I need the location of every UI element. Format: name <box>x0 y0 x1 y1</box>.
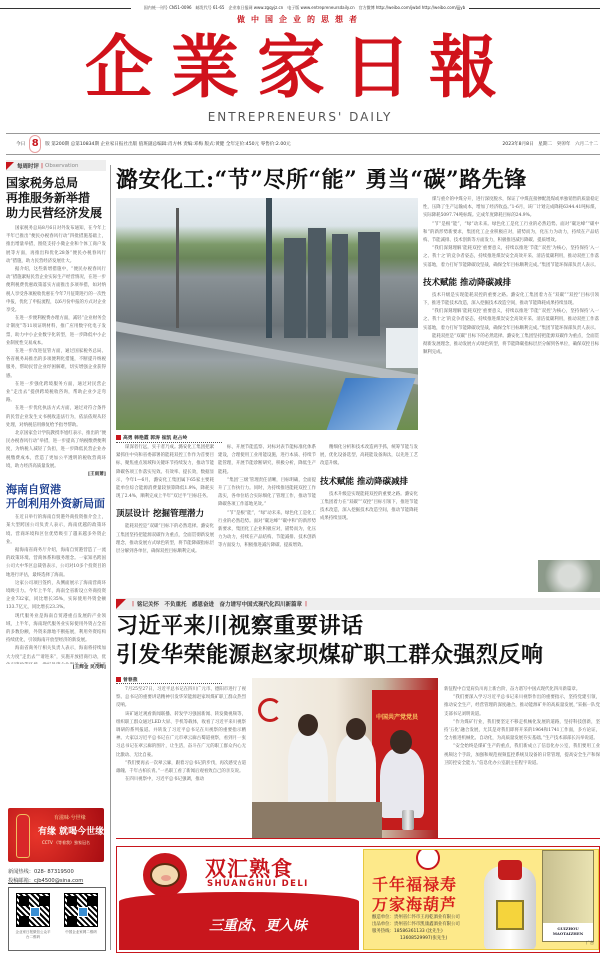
headline-line: 再推服务新举措 <box>6 191 91 205</box>
news-hotline: 新闻热线：028- 87319500 <box>8 869 74 875</box>
issue-details: 版 第200期 总第10834期 企业家日报社出版 值班副总编辑:肖方林 责编:邓梅 版式:黄健 全年定价:450元 零售价:2.00元 <box>45 142 291 147</box>
paragraph: “安全始终是煤矿生产的重点，我们新成立了信息化办公室，我们要用工业视频这个手段，加强和规范视频监控系统及设备的日常管理，提高安全生产和保卫防控安全能力。”信息化办公室副主任程宇说道。 <box>444 744 600 766</box>
divider <box>0 8 131 9</box>
paragraph: 能耗双控是“双碳”目标下的必然选择。潞安化工集团坚持把能源双碳作为重点，全面贯彻新发展理念，推动发展方式绿色转型，将节能降碳指标层层分解到各单位，确保双控目标顺利完成。 <box>116 524 214 555</box>
ad-line-2: 万家海葫芦 <box>372 895 458 914</box>
brand-slogan: 三重卤、更入味 <box>209 918 307 934</box>
divider <box>469 8 600 9</box>
haihulu-liquor-advertisement[interactable] <box>363 849 599 950</box>
paragraph: 能耗双控是“双碳”目标下的必然选择。潞安化工集团坚持把能源双碳作为重点，全面贯彻新发展理念，推动发展方式绿色转型，将节能降碳指标层层分解到各单位，确保双控目标顺利完成。 <box>423 333 599 356</box>
section-theme-bar <box>116 598 600 610</box>
ad-line-1: 千年福禄寿 <box>372 875 458 894</box>
article-body-hainan <box>6 514 106 664</box>
paragraph: 国家税务总局8月6日对外发布通知，在今年上半年已推出“便民办税春风行动”四批措施基础上，推出增量举措，围绕支持小微企业和个体工商户发展等方面，再推出和优化28条“便民办税春风行动”措施，助力民营经济发展壮大。 <box>6 226 106 264</box>
qr-caption: 企业家日报微信公众平台二维码 <box>15 930 51 939</box>
subheading-tech: 技术赋能 推动降碳减排 <box>423 277 511 288</box>
paragraph: 北京国家会计学院教授李旭红表示，推出的“便民办税春风行动”举措，进一步提高了纳税缴费便利度，为纳税人减轻了负担，进一步降低民营企业办税缴费成本，营造了更加公平透明的税收营商环境，助力经济高质量发展。 <box>6 431 106 469</box>
paragraph: “集团‘三级’管理责任清晰，目标明确，全面提升了工作执行力。同时，为持续推进能耗双控工作落实，各单位结合实际细化了管理工作，推动节能降碳各项工作落地见效。” <box>218 477 316 508</box>
publication-info-line <box>0 4 600 12</box>
second-article-right-column <box>444 686 600 838</box>
liquor-bottle-icon <box>484 866 536 950</box>
masthead-logo: 企業家日報 <box>84 28 515 108</box>
second-article-left-column <box>116 686 246 838</box>
subheading-tech: 技术赋能 推动降碳减排 <box>320 476 408 487</box>
table <box>252 802 382 838</box>
distributor: 出品单位：贵州省仁怀市凯康鑫酒业有限公司 <box>372 922 460 927</box>
section-title: 每周时评 <box>17 163 40 170</box>
article-headline-tax[interactable] <box>6 176 106 221</box>
contact-info <box>8 868 106 886</box>
paragraph: “我们深刻理解‘能耗双控’重要意义，持续以推进‘节能’‘双控’为核心，坚持保持‘入一之、我十之’的竞争者姿态，持续推进煤炭安全高效开采、清洁低碳利用，推动双控工作落实落地，着力打好节能降碳攻坚战，确保全年目标顺利完成。”集团节能环保部负责人表示。 <box>423 309 599 331</box>
photo-caption <box>116 434 222 443</box>
bottle-icon <box>16 814 30 858</box>
brand-name-cn: 双汇熟食 <box>205 857 293 881</box>
producer: 酿造单位：贵州省仁怀市王再乾酒业有限公司 <box>372 915 460 920</box>
paragraph: 在四川视察中，习近平总书记强调，推动 <box>125 777 205 783</box>
headline-line: 国家税务总局 <box>6 176 79 190</box>
ad-slogan: 有缘 就喝今世缘 <box>38 827 104 837</box>
liquor-advertisement[interactable] <box>8 808 104 862</box>
ad-tag: 广告 <box>586 940 594 945</box>
separator: | <box>41 162 44 169</box>
paragraph: 谋深者行远，实干者乃成。潞安化工集团把紧紧抓住中央和省委部署的能耗双控工作作为首要目标，聚焦重点领域和关键环节持续发力，推动节能降碳各项工作落实见效。有效率、提长效，数据显示，今年1—6月，潞安化工集团属下65家主要耗能单位综合能源消费量较预算降低1.9%，降耗实现了2.4%，顺利完成上半年“双过半”目标任务。 <box>116 445 214 500</box>
paragraph: 煤与重介的中煤分开，进行深度脱水，保证了中煤直接掺配混煤或单独销售的质量稳定性，压降了生产运输成本，增加了经济收益。”1-6月，该厂计划完成降耗6344.41吨标煤，实际降耗5097.74吨标煤。完成年度降耗目标的24.9%。 <box>423 197 599 219</box>
brand-name-en: SHUANGHUI DELI <box>207 879 309 889</box>
workers-meeting-photo <box>252 678 438 838</box>
paragraph: “我们要再去一次翠云廊，跟着习总书记的步伐，再次感受古道雄魄、千年古柏长青。”一名职工看了新闻后观看致自己的亲友说。 <box>116 760 246 775</box>
pig-logo-icon <box>143 853 187 897</box>
section-theme-text: 铭记关怀 不负重托 感恩奋进 奋力谱写中国式现代化四川新篇章 <box>137 602 303 608</box>
flag-icon <box>116 599 126 609</box>
paragraph: “我们要深入学习习近平总书记来川视察作出的重要指示，坚持党建引领，推动安全生产，经营管理的深度融合，推动能源矿井的高质量发展，”采掘一队党支部书记刘明说道。 <box>444 695 600 717</box>
paragraph: 在近日举行的海南自贸港外商投资推介会上，某大型跨国公司负责人表示，海南优越的政策环境、营商环境和区位优势吸引了越来越多外资企业。 <box>6 515 106 545</box>
qr-code-wechat[interactable] <box>15 893 51 950</box>
byline <box>116 676 222 684</box>
paragraph: 技术升级是实现能耗双控的重要之路。潞安化工集团着力在“双碳”“双控”目标引领下，推进节能技术改造，深入挖掘技术改造空间，推动节能降耗成果持续显现。 <box>320 491 418 522</box>
paragraph: 标，开展节能监察、对标对表节能标准化体系建设，合理使用工业用能设施，进行本质、持续节能管理，开展节能诊断研究，积极分析，降低生产能耗。 <box>218 445 316 475</box>
paragraph: 海南省商务厅相关负责人表示，海南将持续加大力度“走出去”“请进来”，实施开放招商行动，优 <box>6 646 106 660</box>
masthead-english: ENTREPRENEURS' DAILY <box>207 110 393 124</box>
headline-line: 引发华荣能源赵家坝煤矿职工群众强烈反响 <box>116 642 544 668</box>
submission-email[interactable]: 投稿邮箱：cjb4500@sina.com <box>8 878 84 884</box>
photographers: 高勇 韩艳霞 郭涛 崔凯 赵占岭 <box>123 436 188 441</box>
shuanghui-advertisement[interactable] <box>119 849 359 950</box>
subheading-top-design: 顶层设计 挖掘管理潜力 <box>116 509 204 520</box>
article-author: [王雨萧] <box>87 472 106 478</box>
paragraph: 该矿通过观看新闻联播、转发学习强国新闻、转发微视频等，组织职工群众通过LED大屏、手机等载体，收看了习近平来川视察调研的系列报道。并转发了习近平总书记在川视察的重要指示精神。大家以习近平总书记在广元市翠云廊古蜀道视察，看到月一张习总书记在翠云廊的图片，让生活，奋斗在广元的职工群众内心无比激动、无比自豪。 <box>116 711 246 758</box>
qr-code-website[interactable] <box>63 893 99 950</box>
paragraph: 新征程中自觉肩负川再上新台阶，奋力谱写中国式现代化四川新篇章。 <box>444 687 581 692</box>
chemical-plant-photo <box>116 198 418 430</box>
paragraph: 在进一步改进征管方面，通过国家税务总局、各省税务局推出的多项便利化措施，不断提升纳税服务，帮助民营企业纾困解难，切实增强企业获得感。 <box>6 349 106 379</box>
storage-tank-photo <box>538 560 600 592</box>
paragraph: 现代服务业是海南自贸港重点发展的产业领域，上半年，海南现代服务业实际使用外资占全省的多数份额，外资来源地不断拓展，利用外资结构持续优化，引领海南开放型经济的新发展。 <box>6 613 106 644</box>
paragraph: 这家公司项目签约，从侧面展示了海南营商环境吸引力。今年上半年，海南全省新设立外商投资企业732家，同比增长35%，实际使用外资金额133.7亿元，同比增长23.3%。 <box>6 580 106 611</box>
paragraph: 技术升级是实现能耗双控的重要之路。潞安化工集团着力在“双碳”“双控”目标引领下，推进节能技术改造，深入挖掘技术改造空间，推动节能降耗成果持续显现。 <box>423 292 599 307</box>
section-header-observation <box>6 160 106 171</box>
qr-code-icon <box>16 893 50 927</box>
paragraph: “作为煤矿行业，我们要坚定不移走机械化发展的道路，坚持科技创新，坚持‘五化’融合发展，尤其是对我们即将开采的1964和1741工作面，多方论证，全力推进机械化、自动化，为高质量发展夯实基础。”生产技术部部长冯举说道。 <box>444 719 600 742</box>
qr-code-panel <box>8 887 106 951</box>
service-hotline: 服务热线：18586361133 (沈先生) <box>372 929 443 934</box>
paragraph: 在进一步优化执法方式方面，通过对符合条件的民营企业发生文书税收违法行为，依法依规从轻处理，对纳税信用修复给予指导帮助。 <box>6 406 106 428</box>
paragraph: 在进一步便利税费办理方面，减轻“企业财务会计制度”等11项证明材料，推广应用数字化电子发票，助力中小企业数字化转型，进一步降低中小企业制度性交易成本。 <box>6 316 106 346</box>
lead-column-3 <box>320 444 418 592</box>
brand-badge-icon <box>416 849 440 870</box>
ad-tagline: 有滋味·兮世缘 <box>54 815 86 821</box>
column-divider <box>110 165 111 950</box>
registration-info: 国内统一刊号 CN51-0096 邮发代号 61-65 企业家日报网 www.zgqyjz.cn 电子版 www.entrepreneursdaily.cn 官方微博 http://weibo.com/jwbd http://weibo.com/jjjyb <box>143 4 466 10</box>
headline-line: 海南自贸港 <box>6 483 61 497</box>
headline-line: 助力民营经济发展 <box>6 206 103 220</box>
qr-code-icon <box>64 893 98 927</box>
paragraph: “节”是根“能”，“绿”动未来。绿色化工是化工行业的必然趋势。面对“碳达峰”“碳中和”的新形势新要求，集团化工企业积极应对，锚势而为，化压力为动力，持续在产品结构、节能减排、技术创新等方面发力，积极推进减污降碳、提质增效。 <box>218 510 316 549</box>
headline-line: 开创利用外资新局面 <box>6 497 105 511</box>
section-title-en: Observation <box>45 162 79 169</box>
separator: | <box>132 601 135 607</box>
paragraph: 精细化分析和技术改造两手抓，统筹节能与发展，优化设备选型，高耗能设备淘汰，以先进工艺改造升级。 <box>320 445 418 467</box>
today-label: 今日 <box>16 142 26 147</box>
paragraph: 据海南省商务厅介绍，海南自贸港营造了一流的政策环境、营商体系和服务理念。一家知名跨国公司大中华区总裁曾表示，公司对10多个投资目的地进行评估，最终选择了海南。 <box>6 547 106 578</box>
ad-subtext: CCTV 《等着我》独家冠名 <box>42 840 91 845</box>
sidebar-column <box>6 160 106 670</box>
second-headline[interactable] <box>116 612 600 670</box>
paragraph: 7月25至27日，习近平总书记在四川广元市、德阳市进行了视察。总书记的重要讲话精神引发华荣能源赵家坝煤矿职工群众热烈反响。 <box>116 687 246 709</box>
headline-line: 习近平来川视察重要讲话 <box>116 613 364 639</box>
ad-contact-info <box>372 914 460 942</box>
box-label: GUIZHOU MAOTAIZHEN <box>543 923 593 941</box>
lead-column-right <box>423 196 599 592</box>
lead-column-1 <box>116 444 214 592</box>
masthead-slogan: 做中国企业的思想者 <box>237 15 363 24</box>
author-name: 曾春燕 <box>123 678 138 683</box>
article-body-tax <box>6 225 106 477</box>
lead-headline[interactable]: 潞安化工:“节”尽所“能” 勇当“碳”路先锋 <box>116 167 527 193</box>
paragraph: “节”是根“能”，“绿”动未来。绿色化工是化工行业的必然趋势。面对“碳达峰”“碳中和”的新形势新要求，集团化工企业积极应对，锚势而为，化压力为动力，持续在产品结构、节能减排、技术创新等方面发力，积极推进减污降碳、提质增效。 <box>423 221 599 244</box>
party-emblem-icon <box>258 698 282 722</box>
banner-text: 中国共产党党员 <box>376 714 419 721</box>
ad-divider <box>116 838 600 842</box>
article-headline-hainan[interactable] <box>6 483 106 511</box>
issue-info-bar <box>6 133 600 155</box>
page-count-badge: 8 <box>29 135 41 153</box>
separator: | <box>305 601 308 607</box>
flag-icon <box>6 162 14 170</box>
lead-column-2 <box>218 444 316 592</box>
paragraph: 在进一步强化跨境服务方面，通过对民营企业“走出去”提供跨境税收咨询，帮助企业少走弯路。 <box>6 381 106 404</box>
paragraph: “我们深刻理解‘能耗双控’重要意义，持续以推进‘节能’‘双控’为核心，坚持保持‘入一之、我十之’的竞争者姿态，持续推进煤炭安全高效开采、清洁低碳利用，推动双控工作落实落地，着力打好节能降碳攻坚战，确保全年目标顺利完成。”集团节能环保部负责人表示。 <box>423 246 599 268</box>
article-author: [王辉金 吴茂辉] <box>72 665 106 671</box>
thermos-cup <box>402 810 414 830</box>
qr-caption: 中国企业家网二维码 <box>65 930 97 934</box>
square-bullet-icon <box>116 677 121 682</box>
advertisement-row <box>116 846 600 953</box>
paragraph: 据介绍，这些新增措施中，“便民办税春风行动”措施紧贴民营企业实际生产经营情况，在进一步便利税费优惠政策落实方面推出多项举措，如对纳税人享受各项税收优惠在今年7月征期进行的一次性申报，优化了申报流程，以6月份申报的方式对企业享受。 <box>6 267 106 314</box>
gift-box-icon <box>542 850 594 942</box>
service-hotline-2: 13608529997(张先生) <box>400 936 448 941</box>
square-bullet-icon <box>116 435 121 440</box>
issue-date: 2023年8月8日 星期二 癸卯年 六月二十二 <box>502 142 598 147</box>
